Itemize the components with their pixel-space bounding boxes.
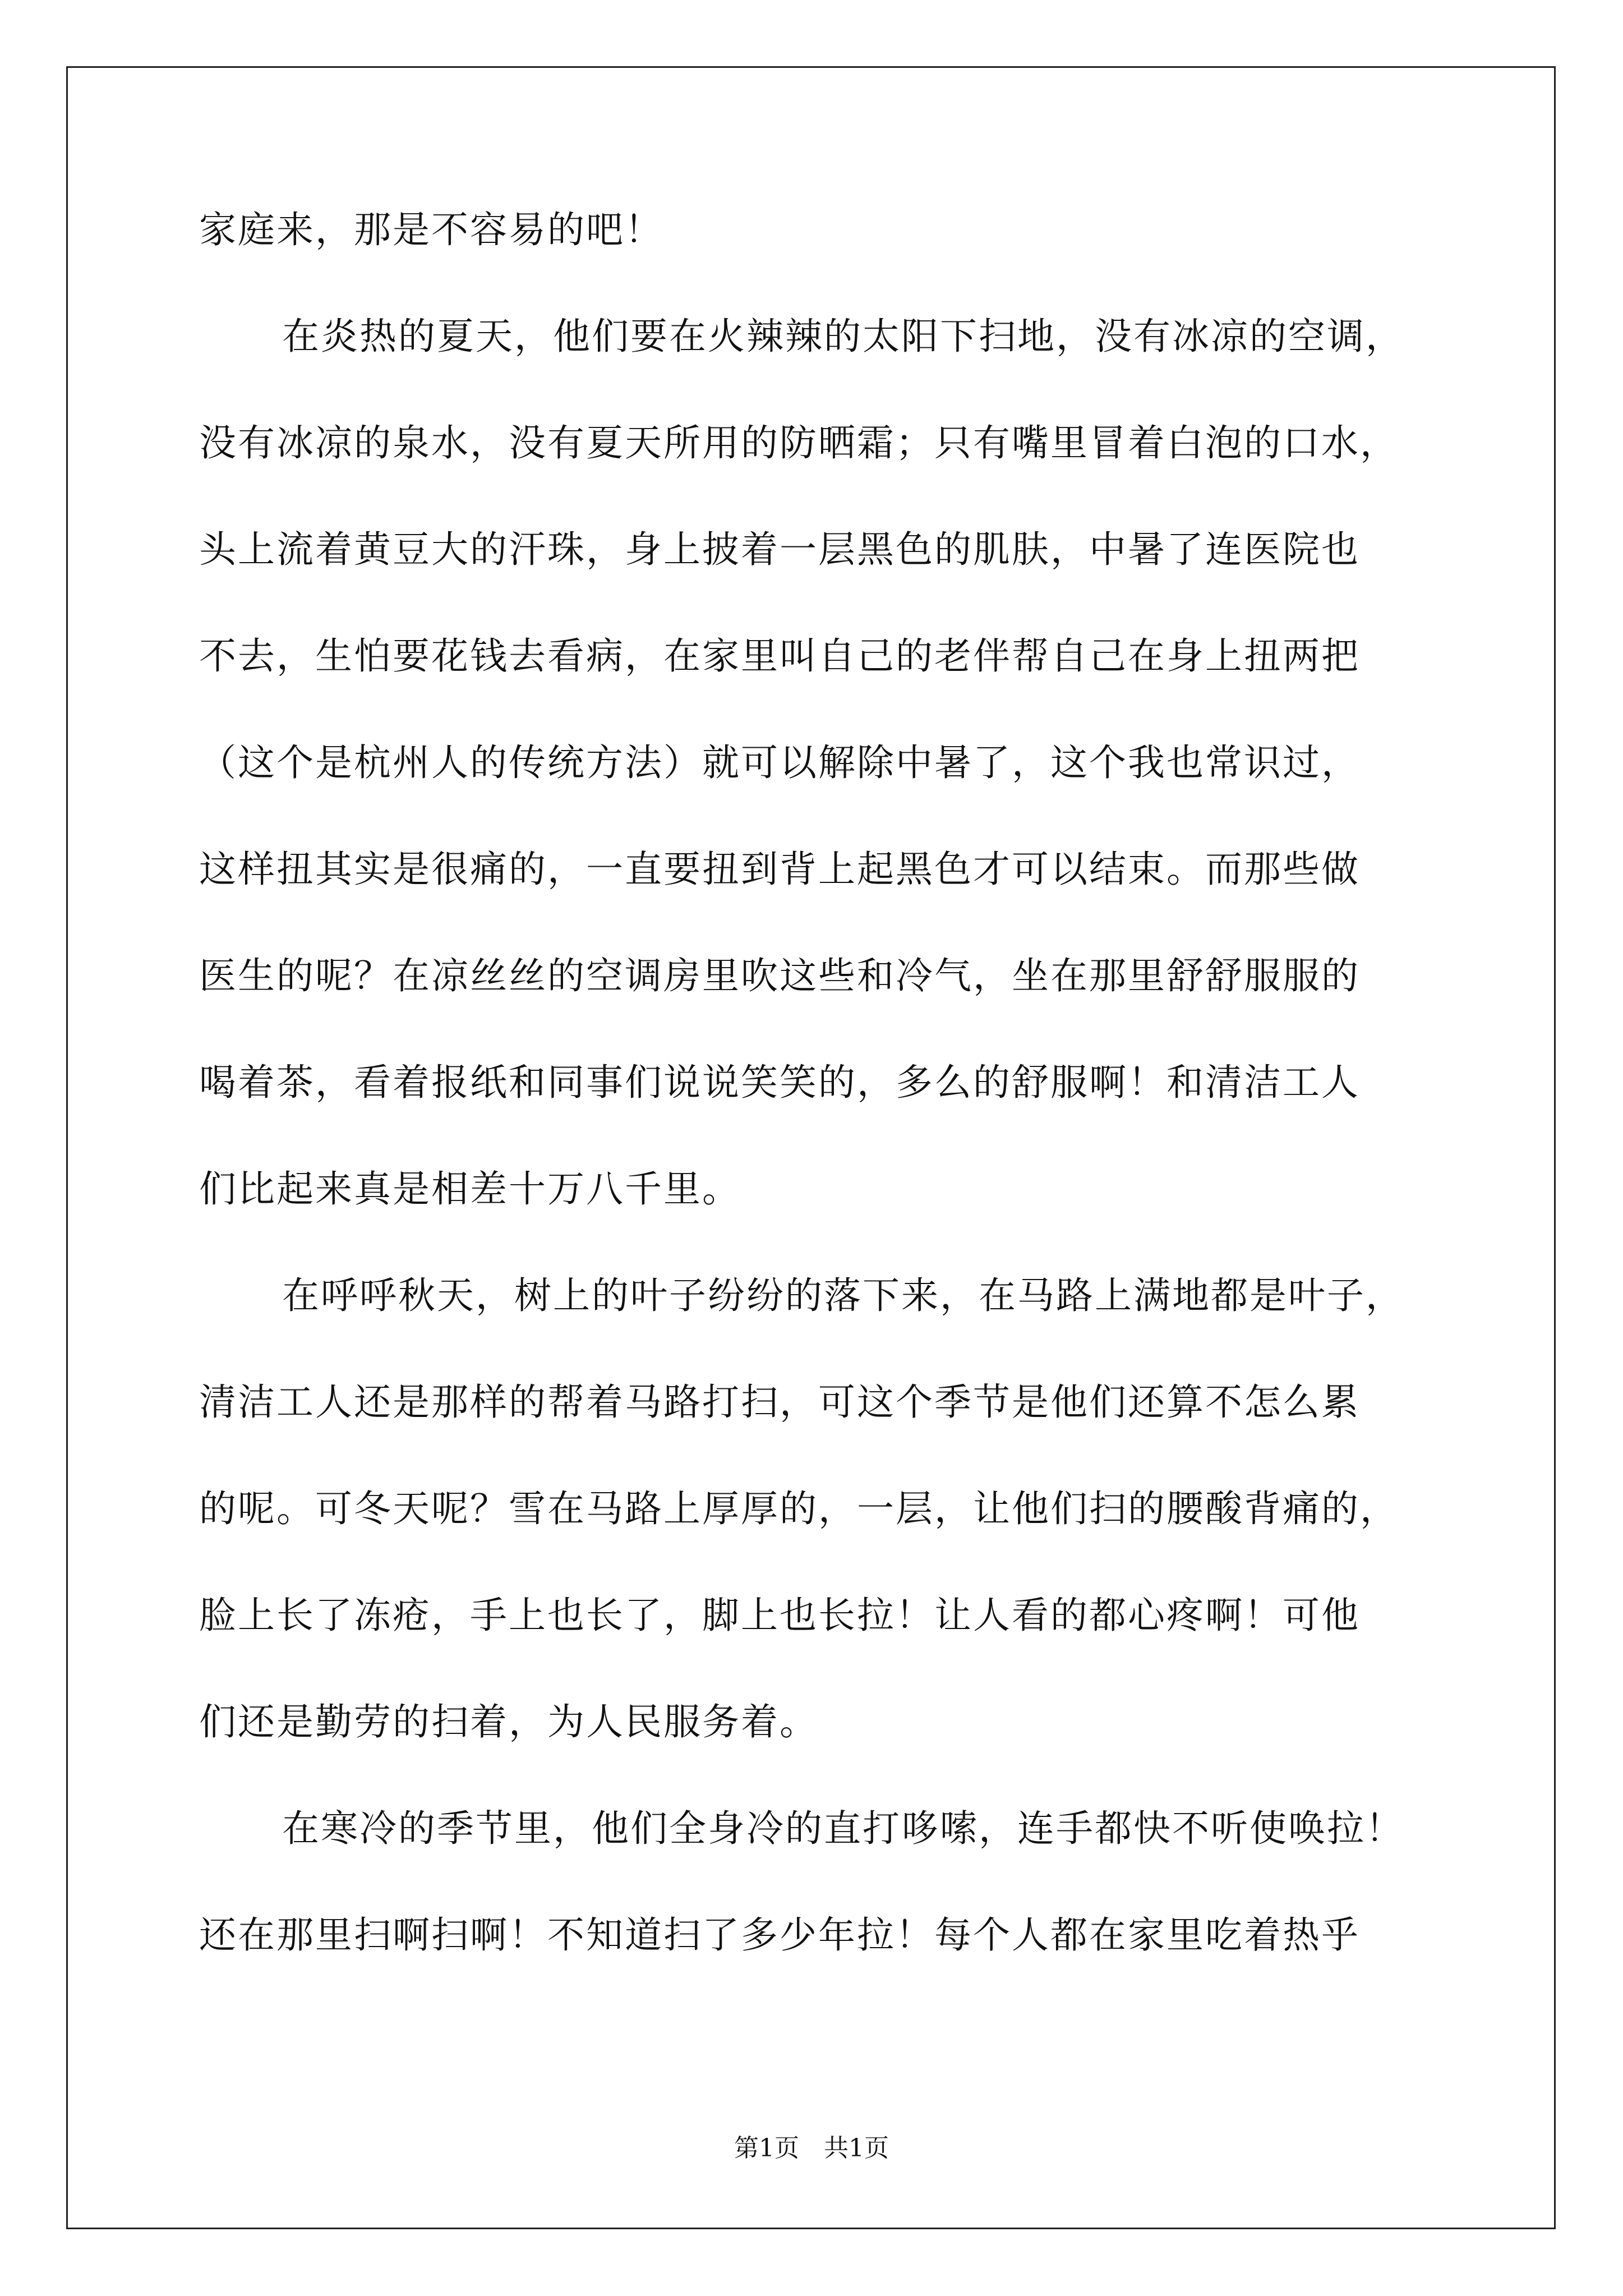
paragraph-start-line: 在炎热的夏天，他们要在火辣辣的太阳下扫地，没有冰凉的空调， [282,315,1404,358]
paragraph-start-line: 在寒冷的季节里，他们全身冷的直打哆嗦，连手都快不听使唤拉！ [282,1807,1404,1850]
text-line: 这样扭其实是很痛的，一直要扭到背上起黑色才可以结束。而那些做 [199,848,1360,891]
page-border [66,66,1556,2229]
text-line: 们比起来真是相差十万八千里。 [199,1167,741,1211]
page-number: 第1页 共1页 [734,2134,889,2162]
text-line: 的呢。可冬天呢？雪在马路上厚厚的，一层，让他们扫的腰酸背痛的， [199,1487,1399,1530]
text-line: 们还是勤劳的扫着，为人民服务着。 [199,1700,818,1743]
text-line: 没有冰凉的泉水，没有夏天所用的防晒霜；只有嘴里冒着白泡的口水， [199,421,1399,464]
text-line: 不去，生怕要花钱去看病，在家里叫自己的老伴帮自己在身上扭两把 [199,634,1360,678]
text-line: 家庭来，那是不容易的吧！ [199,208,663,251]
text-line: 医生的呢？在凉丝丝的空调房里吹这些和冷气，坐在那里舒舒服服的 [199,954,1360,997]
text-line: 清洁工人还是那样的帮着马路打扫，可这个季节是他们还算不怎么累 [199,1381,1360,1424]
text-line: 还在那里扫啊扫啊！不知道扫了多少年拉！每个人都在家里吃着热乎 [199,1913,1360,1957]
paragraph-start-line: 在呼呼秋天，树上的叶子纷纷的落下来，在马路上满地都是叶子， [282,1274,1404,1317]
text-line: 脸上长了冻疮，手上也长了，脚上也长拉！让人看的都心疼啊！可他 [199,1594,1360,1637]
text-line: 头上流着黄豆大的汗珠，身上披着一层黑色的肌肤，中暑了连医院也 [199,528,1360,571]
text-line: 喝着茶，看着报纸和同事们说说笑笑的，多么的舒服啊！和清洁工人 [199,1061,1360,1104]
text-line: （这个是杭州人的传统方法）就可以解除中暑了，这个我也常识过， [199,741,1360,784]
